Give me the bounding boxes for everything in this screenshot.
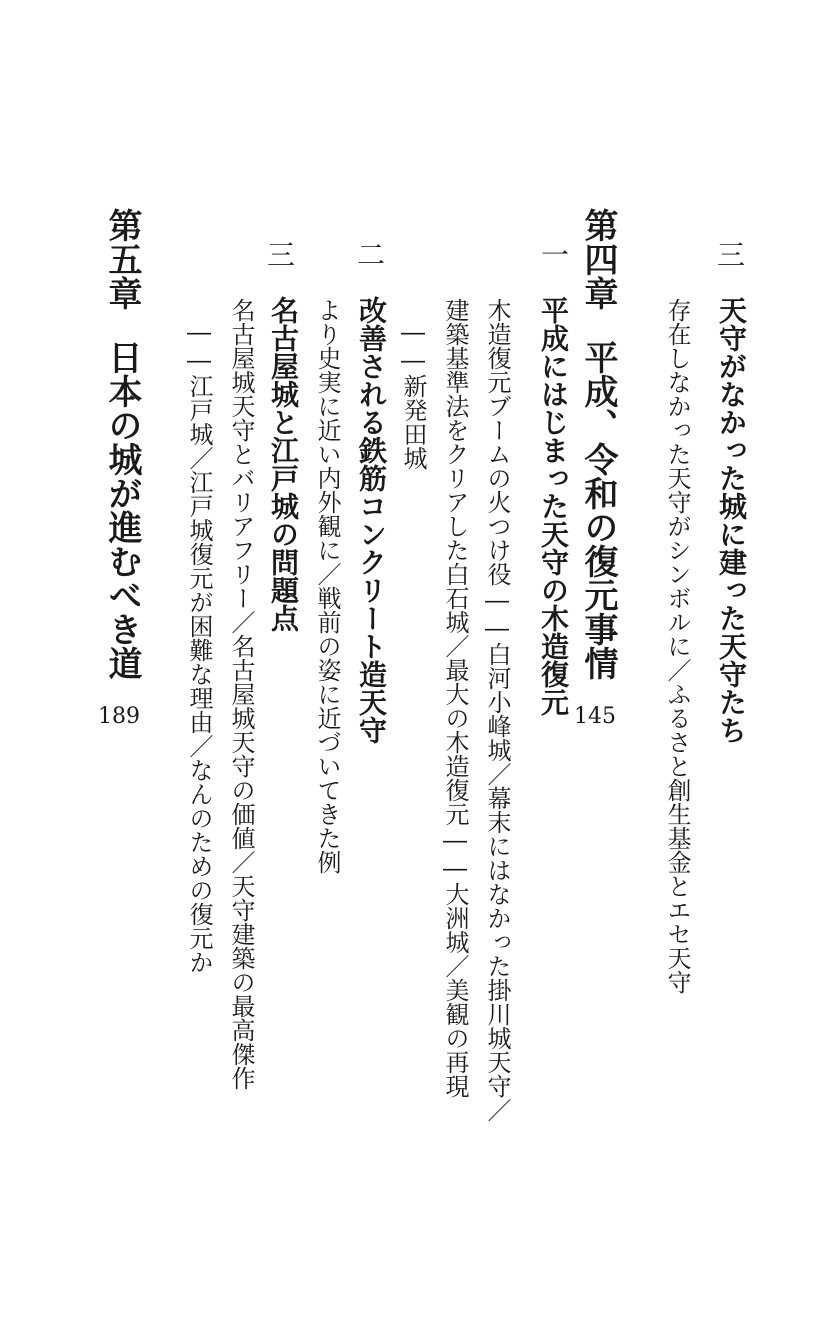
section-title: 改善される鉄筋コンクリート造天守 (355, 296, 388, 744)
chapter-title: 平成、令和の復元事情 (578, 340, 618, 680)
section-number: 二 (353, 240, 386, 268)
chapter-heading (578, 208, 618, 680)
section-number: 一 (537, 240, 570, 268)
section-number: 三 (713, 240, 746, 268)
section-title: 平成にはじまった天守の木造復元 (537, 296, 570, 716)
chapter-title: 日本の城が進むべき道 (102, 340, 142, 680)
section-title: 名古屋城と江戸城の問題点 (267, 296, 300, 632)
section-subtitle: より史実に近い内外観に／戦前の姿に近づいてきた例 (313, 298, 341, 874)
chapter-page-number: 145 (574, 704, 616, 729)
chapter-page-number: 189 (98, 704, 140, 729)
section-subtitle: ――江戸城／江戸城復元が困難な理由／なんのための復元か (185, 318, 213, 974)
section-subtitle: 存在しなかった天守がシンボルに／ふるさと創生基金とエセ天守 (663, 298, 691, 994)
chapter-label: 第五章 (102, 208, 142, 310)
section-subtitle: 名古屋城天守とバリアフリー／名古屋城天守の価値／天守建築の最高傑作 (227, 298, 255, 1090)
section-subtitle: 木造復元ブームの火つけ役――白河小峰城／幕末にはなかった掛川城天守／ (483, 298, 511, 1122)
section-subtitle: ――新発田城 (399, 318, 427, 470)
chapter-heading (102, 208, 142, 680)
section-subtitle: 建築基準法をクリアした白石城／最大の木造復元――大洲城／美観の再現 (441, 298, 469, 1098)
chapter-label: 第四章 (578, 208, 618, 310)
section-title: 天守がなかった城に建った天守たち (715, 296, 748, 744)
section-number: 三 (263, 240, 296, 268)
